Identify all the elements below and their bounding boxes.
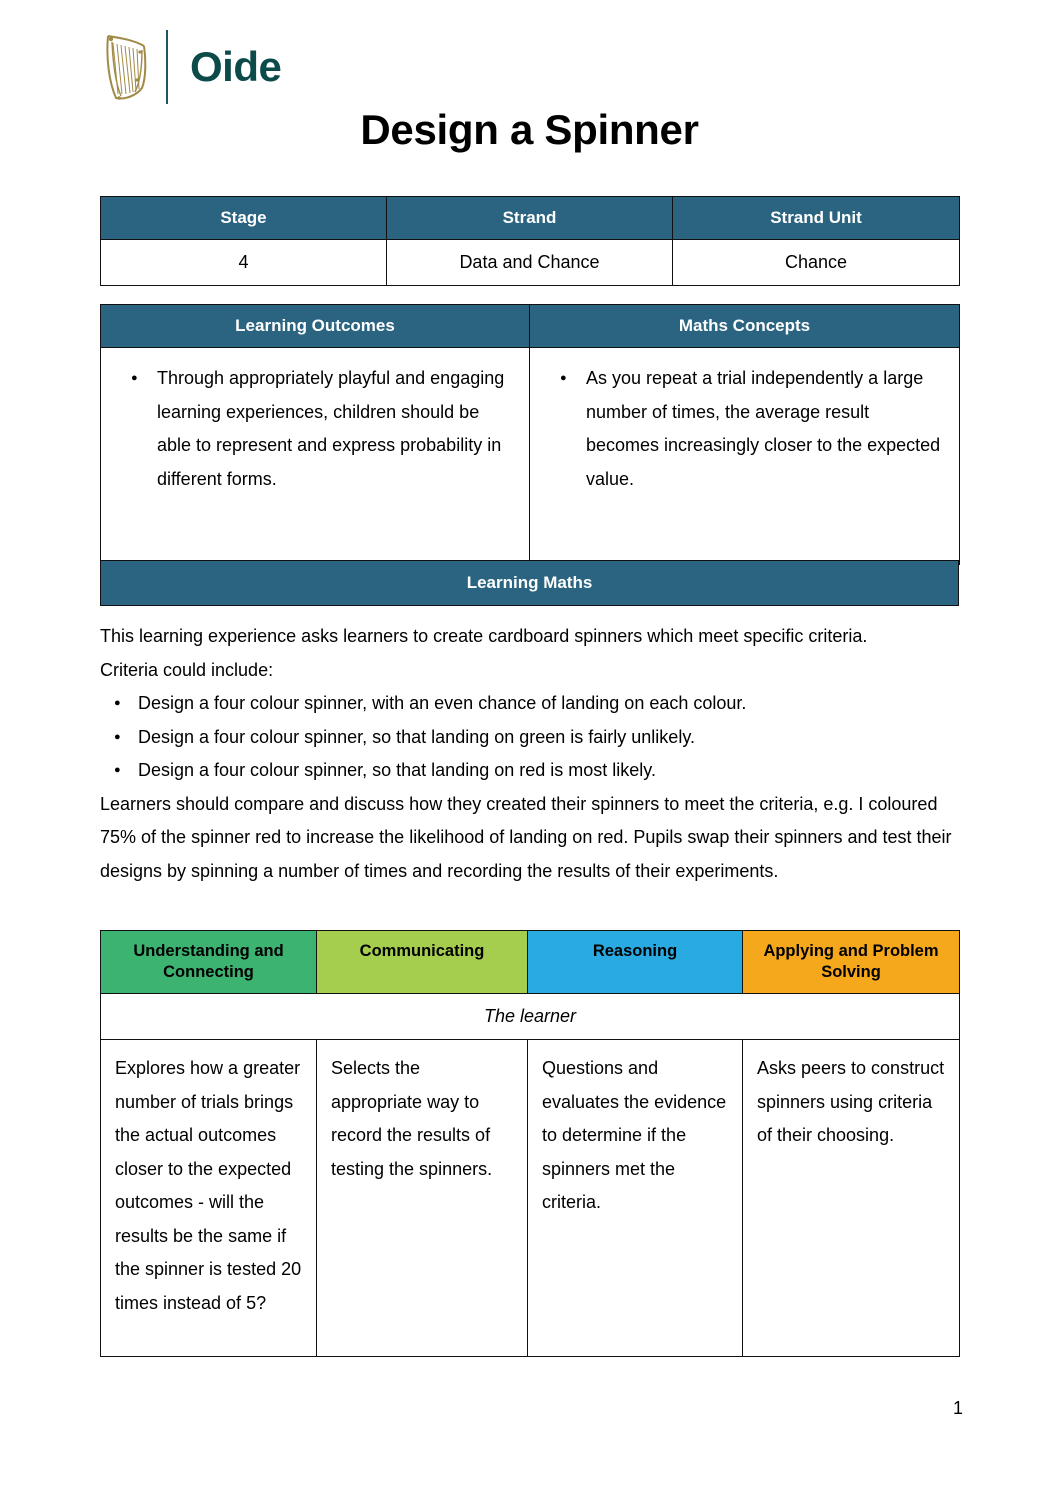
cell-maths-concepts bbox=[530, 348, 960, 565]
table-row bbox=[101, 240, 960, 286]
brand-name: Oide bbox=[190, 43, 282, 90]
cell-understanding-and-connecting: Explores how a greater number of trials brings the actual outcomes closer to the expected outcomes - will the results be the same if the spinner is tested 20 times instead of 5? bbox=[101, 1040, 317, 1357]
cell-the-learner: The learner bbox=[101, 994, 960, 1040]
cell-stage-value: 4 bbox=[101, 240, 387, 286]
criteria-list bbox=[100, 687, 962, 788]
learning-maths-banner: Learning Maths bbox=[100, 560, 959, 606]
page-number: 1 bbox=[952, 1398, 963, 1418]
table-row bbox=[101, 1040, 960, 1357]
table-row-header bbox=[101, 305, 960, 348]
intro-line-2: Criteria could include: bbox=[100, 659, 274, 680]
column-header-applying-and-problem-solving: Applying and Problem Solving bbox=[743, 931, 960, 994]
cell-reasoning: Questions and evaluates the evidence to determine if the spinners met the criteria. bbox=[528, 1040, 743, 1357]
harp-icon bbox=[100, 30, 152, 104]
cell-communicating: Selects the appropriate way to record the results of testing the spinners. bbox=[317, 1040, 528, 1357]
table-row-header bbox=[101, 931, 960, 994]
column-header-stage: Stage bbox=[101, 197, 387, 240]
brand-logo bbox=[100, 28, 281, 106]
list-item: ● Through appropriately playful and engaging learning experiences, children should be able to represent and express probability in different forms. bbox=[157, 362, 513, 496]
column-header-strand: Strand bbox=[387, 197, 673, 240]
list-item: ● Design a four colour spinner, so that landing on green is fairly unlikely. bbox=[138, 721, 962, 755]
column-header-understanding-and-connecting: Understanding and Connecting bbox=[101, 931, 317, 994]
cell-learning-outcomes bbox=[101, 348, 530, 565]
cell-strand-value: Data and Chance bbox=[387, 240, 673, 286]
stage-table bbox=[100, 196, 960, 286]
page-title: Design a Spinner bbox=[360, 106, 699, 153]
table-row-header bbox=[101, 197, 960, 240]
column-header-communicating: Communicating bbox=[317, 931, 528, 994]
cell-applying-and-problem-solving: Asks peers to construct spinners using criteria of their choosing. bbox=[743, 1040, 960, 1357]
column-header-strand-unit: Strand Unit bbox=[673, 197, 960, 240]
column-header-reasoning: Reasoning bbox=[528, 931, 743, 994]
column-header-learning-outcomes: Learning Outcomes bbox=[101, 305, 530, 348]
closing-paragraph: Learners should compare and discuss how they created their spinners to meet the criteria, e.g. I coloured 75% of the spinner red to increase the likelihood of landing on red. Pupils swap their spinners and test their designs by spinning a number of times and recording the results of their experiments. bbox=[100, 793, 952, 881]
column-header-maths-concepts: Maths Concepts bbox=[530, 305, 960, 348]
outcomes-table bbox=[100, 304, 960, 565]
table-row-subheader bbox=[101, 994, 960, 1040]
list-item: ● Design a four colour spinner, with an even chance of landing on each colour. bbox=[138, 687, 962, 721]
list-item: ● As you repeat a trial independently a large number of times, the average result becomes increasingly closer to the expected value. bbox=[586, 362, 943, 496]
learning-maths-body bbox=[100, 620, 962, 888]
list-item: ● Design a four colour spinner, so that landing on red is most likely. bbox=[138, 754, 962, 788]
table-row bbox=[101, 348, 960, 565]
logo-divider bbox=[166, 30, 168, 104]
cell-strand-unit-value: Chance bbox=[673, 240, 960, 286]
intro-line-1: This learning experience asks learners to create cardboard spinners which meet specific criteria. bbox=[100, 626, 868, 646]
skills-table bbox=[100, 930, 960, 1357]
